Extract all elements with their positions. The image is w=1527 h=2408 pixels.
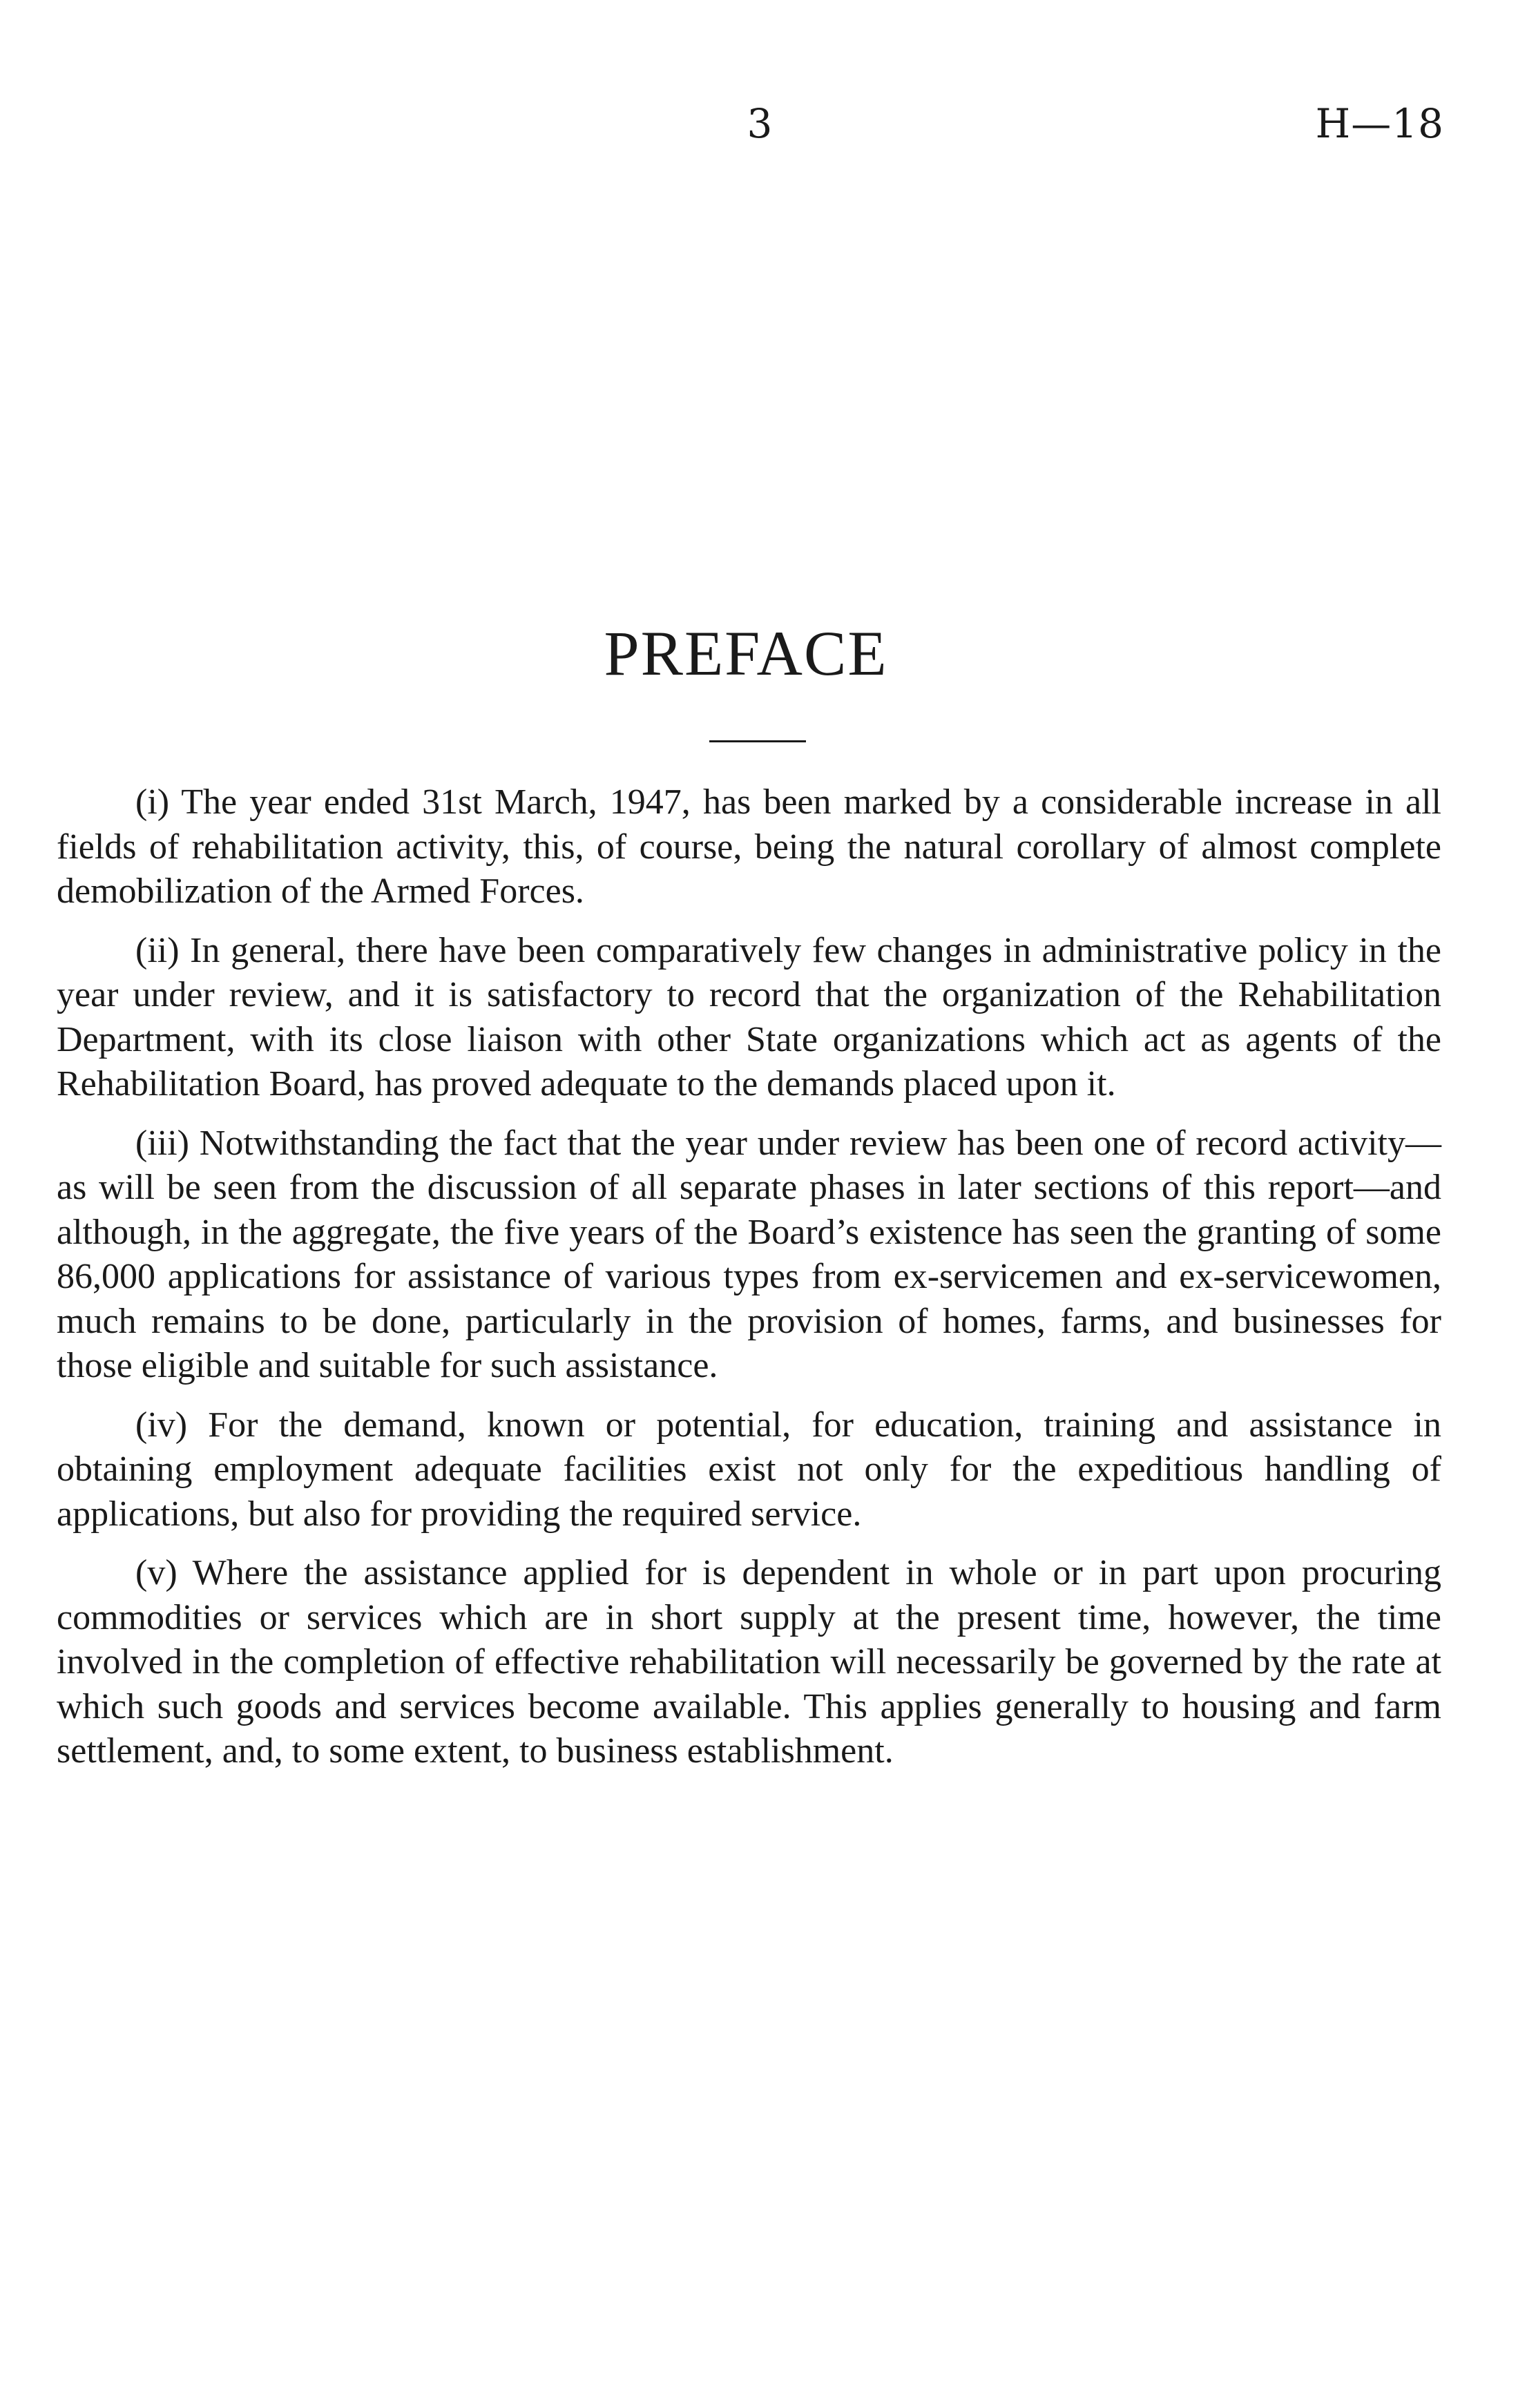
paragraph-iv: (iv) For the demand, known or potential, for education, training and assistance in obtaining employment adequate facilities exist not only for the expeditious handling of applications, but also for providing the required service. — [57, 1405, 1441, 1534]
page-title: PREFACE — [604, 618, 888, 688]
title-divider — [709, 740, 806, 742]
paragraph-v: (v) Where the assistance applied for is dependent in whole or in part upon procuring commodities or services which are in short supply at the present time, however, the time involved in the completion of effective rehabilitation will necessarily be governed by the rate at which such goods and services become available. This applies generally to housing and farm settlement, and, to some extent, to business establishment. — [57, 1553, 1441, 1771]
page-number: 3 — [747, 100, 773, 147]
document-code: H—18 — [1315, 100, 1444, 147]
paragraph-iii: (iii) Notwithstanding the fact that the year under review has been one of record activity—as will be seen from the discussion of all separate phases in later sections of this report—and although, in the aggregate, the five years of the Board’s existence has seen the granting of some 86,000 applications for assistance of various types from ex-servicemen and ex-servicewomen, much remains to be done, particularly in the provision of homes, farms, and businesses for those eligible and suitable for such assistance. — [57, 1123, 1441, 1385]
paragraph-i: (i) The year ended 31st March, 1947, has been marked by a considerable increase in all fields of rehabilitation activity, this, of course, being the natural corollary of almost complete demobilization of the Armed Forces. — [57, 782, 1441, 911]
preface-body — [57, 780, 1441, 1789]
paragraph-ii: (ii) In general, there have been comparatively few changes in administrative policy in the year under review, and it is satisfactory to record that the organization of the Rehabilitation Department, with its close liaison with other State organizations which act as agents of the Rehabilitation Board, has proved adequate to the demands placed upon it. — [57, 930, 1441, 1104]
